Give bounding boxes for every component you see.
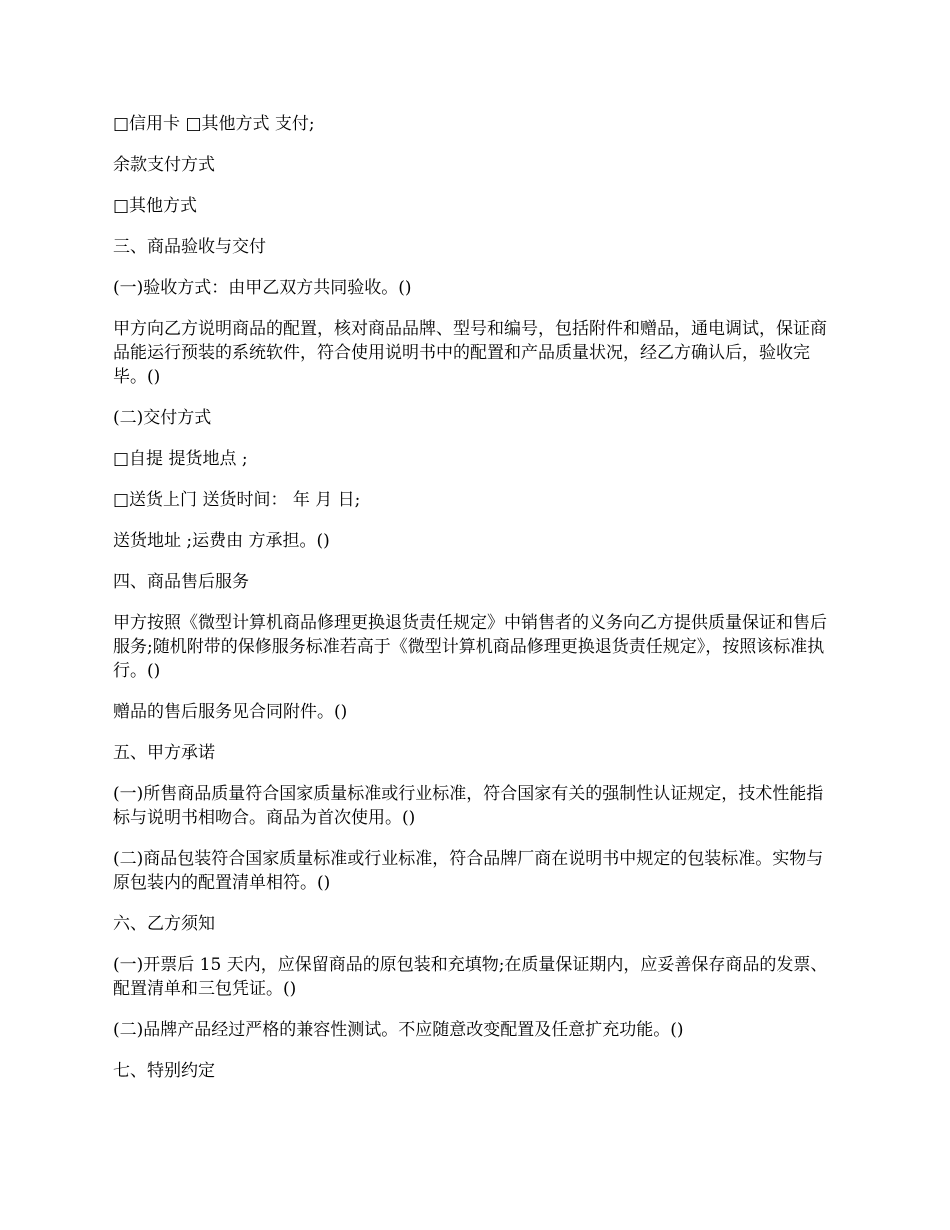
delivery-option-home-delivery: □送货上门 送货时间： 年 月 日; (113, 490, 361, 510)
balance-payment-method: 余款支付方式 (113, 155, 215, 175)
commitment-quality: (一)所售商品质量符合国家质量标准或行业标准，符合国家有关的强制性认证规定，技术性能指标与说明书相吻合。商品为首次使用。() (113, 784, 824, 828)
commitment-packaging: (二)商品包装符合国家质量标准或行业标准，符合品牌厂商在说明书中规定的包装标准。实物与原包装内的配置清单相符。() (113, 849, 824, 893)
document-body (113, 112, 839, 1100)
section-heading-special-terms: 七、特别约定 (113, 1061, 215, 1081)
payment-option-other: □其他方式 (113, 196, 198, 216)
delivery-method-heading: (二)交付方式 (113, 408, 212, 428)
payment-option-credit-card-other: □信用卡 □其他方式 支付; (113, 114, 315, 134)
notice-keep-packaging: (一)开票后 15 天内，应保留商品的原包装和充填物;在质量保证期内，应妥善保存商品的发票、配置清单和三包凭证。() (113, 955, 828, 999)
acceptance-procedure: 甲方向乙方说明商品的配置，核对商品品牌、型号和编号，包括附件和赠品，通电调试，保证商品能运行预装的系统软件，符合使用说明书中的配置和产品质量状况，经乙方确认后，验收完毕。() (113, 319, 827, 387)
delivery-address-shipping-cost: 送货地址 ;运费由 方承担。() (113, 531, 330, 551)
after-sales-warranty: 甲方按照《微型计算机商品修理更换退货责任规定》中销售者的义务向乙方提供质量保证和售后服务;随机附带的保修服务标准若高于《微型计算机商品修理更换退货责任规定》，按照该标准执行。() (113, 613, 827, 681)
section-heading-party-a-commitment: 五、甲方承诺 (113, 743, 215, 763)
delivery-option-pickup: □自提 提货地点 ; (113, 449, 248, 469)
section-heading-after-sales: 四、商品售后服务 (113, 572, 249, 592)
section-heading-party-b-notice: 六、乙方须知 (113, 914, 215, 934)
acceptance-method: (一)验收方式：由甲乙双方共同验收。() (113, 278, 412, 298)
section-heading-acceptance-delivery: 三、商品验收与交付 (113, 237, 266, 257)
gift-after-sales: 赠品的售后服务见合同附件。() (113, 702, 348, 722)
notice-compatibility: (二)品牌产品经过严格的兼容性测试。不应随意改变配置及任意扩充功能。() (113, 1020, 684, 1040)
